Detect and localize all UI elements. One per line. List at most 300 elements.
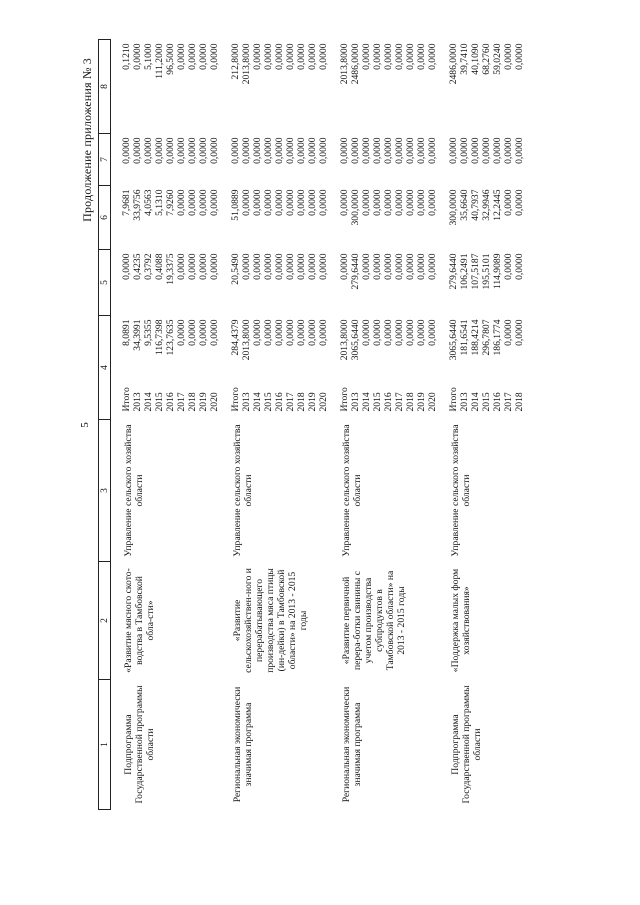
section-gap [111, 40, 122, 810]
value-cell: 0,0000 [263, 137, 274, 164]
value-cell: 0,0000 [514, 189, 525, 216]
value-cell: 0,0000 [274, 189, 285, 216]
year-label: 2018 [296, 392, 307, 412]
value-cell: 0,0000 [274, 137, 285, 164]
value-cell: 0,0000 [427, 253, 438, 280]
total-value: 188,4214 [470, 319, 481, 356]
value-cell: 0,0000 [470, 137, 481, 164]
year-cell [448, 316, 459, 420]
total-value: 0,0000 [263, 319, 274, 346]
year-cell [514, 316, 525, 420]
total-value: 0,0000 [176, 319, 187, 346]
value-cell: 0,0000 [350, 137, 361, 164]
year-label: Итого [339, 387, 350, 412]
year-label: 2018 [405, 392, 416, 412]
gap-cell [329, 562, 339, 680]
value-cell: 0,0000 [285, 43, 296, 70]
value-cell: 0,0000 [514, 43, 525, 70]
year-cell [459, 316, 470, 420]
gap-cell [220, 250, 230, 316]
program-executor: Управление сельского хозяйства области [123, 424, 145, 557]
year-label: 2014 [252, 392, 263, 412]
value-cell: 0,0000 [165, 137, 176, 164]
year-cell [209, 316, 220, 420]
total-value: 0,0000 [209, 319, 220, 346]
section-gap [329, 40, 339, 810]
program-type: Подпрограмма Государственной программы области [450, 685, 483, 804]
value-cell: 0,0000 [132, 43, 143, 70]
table-row [121, 40, 132, 810]
value-cell: 0,0000 [339, 137, 350, 164]
total-value: 284,4379 [230, 319, 241, 356]
gap-cell [220, 186, 230, 250]
value-cell: 0,0000 [263, 253, 274, 280]
value-cell: 0,0000 [307, 137, 318, 164]
year-label: 2019 [198, 392, 209, 412]
total-value: 0,0000 [383, 319, 394, 346]
value-cell: 106,2491 [459, 253, 470, 290]
value-cell: 114,9089 [492, 253, 503, 290]
gap-cell [111, 250, 122, 316]
gap-cell [438, 186, 448, 250]
year-label: 2017 [176, 392, 187, 412]
value-cell: 0,0000 [252, 43, 263, 70]
value-cell: 0,0000 [416, 189, 427, 216]
program-type: Региональная экономически значимая программа [341, 686, 363, 803]
value-cell: 0,0000 [405, 189, 416, 216]
year-cell [121, 316, 132, 420]
value-cell: 111,2000 [154, 43, 165, 79]
year-label: 2016 [274, 392, 285, 412]
value-cell: 0,0000 [427, 137, 438, 164]
value-cell: 0,0000 [296, 189, 307, 216]
value-cell: 0,0000 [427, 189, 438, 216]
value-cell: 0,0000 [383, 189, 394, 216]
value-cell: 279,6440 [350, 253, 361, 290]
value-cell: 0,0000 [132, 137, 143, 164]
gap-cell [220, 562, 230, 680]
total-value: 9,5355 [143, 319, 154, 346]
value-cell: 33,9756 [132, 189, 143, 221]
year-label: 2016 [492, 392, 503, 412]
value-cell: 0,0000 [361, 253, 372, 280]
value-cell: 7,9681 [121, 189, 132, 216]
value-cell: 0,0000 [372, 137, 383, 164]
gap-cell [111, 562, 122, 680]
value-cell: 0,0000 [339, 189, 350, 216]
gap-cell [438, 40, 448, 134]
year-label: 2013 [459, 392, 470, 412]
year-label: 2017 [503, 392, 514, 412]
table-row [339, 40, 350, 810]
table-body [111, 40, 526, 810]
value-cell: 2013,8000 [339, 43, 350, 85]
rotated-document-page [79, 40, 548, 810]
value-cell: 0,0000 [176, 43, 187, 70]
total-value: 0,0000 [252, 319, 263, 346]
column-header: 2 [99, 562, 111, 680]
year-cell [176, 316, 187, 420]
total-value: 2013,8000 [339, 319, 350, 361]
column-header: 1 [99, 680, 111, 810]
value-cell: 0,0000 [241, 137, 252, 164]
value-cell: 96,5000 [165, 43, 176, 75]
year-cell [427, 316, 438, 420]
year-label: 2020 [209, 392, 220, 412]
value-cell: 19,3375 [165, 253, 176, 285]
total-value: 0,0000 [427, 319, 438, 346]
value-cell: 0,0000 [383, 253, 394, 280]
value-cell: 0,0000 [492, 137, 503, 164]
year-label: 2016 [165, 392, 176, 412]
value-cell: 68,2760 [481, 43, 492, 75]
column-header: 6 [99, 186, 111, 250]
value-cell: 0,0000 [176, 189, 187, 216]
value-cell: 0,0000 [503, 189, 514, 216]
gap-cell [220, 134, 230, 186]
year-label: 2014 [470, 392, 481, 412]
value-cell: 0,0000 [285, 189, 296, 216]
total-value: 186,1774 [492, 319, 503, 356]
value-cell: 0,0000 [285, 253, 296, 280]
value-cell: 300,0000 [448, 189, 459, 226]
value-cell: 59,0240 [492, 43, 503, 75]
gap-cell [329, 186, 339, 250]
year-cell [296, 316, 307, 420]
gap-cell [220, 316, 230, 420]
value-cell: 2486,0000 [448, 43, 459, 85]
year-cell [503, 316, 514, 420]
gap-cell [438, 316, 448, 420]
value-cell: 0,0000 [394, 43, 405, 70]
value-cell: 0,0000 [361, 189, 372, 216]
value-cell: 0,0000 [143, 137, 154, 164]
total-value: 3065,6440 [448, 319, 459, 361]
value-cell: 7,9260 [165, 189, 176, 216]
gap-cell [438, 420, 448, 562]
year-cell [350, 316, 361, 420]
year-label: 2020 [318, 392, 329, 412]
total-value: 0,0000 [318, 319, 329, 346]
gap-cell [329, 316, 339, 420]
year-cell [470, 316, 481, 420]
total-value: 0,0000 [198, 319, 209, 346]
value-cell: 2486,0000 [350, 43, 361, 85]
total-value: 296,7807 [481, 319, 492, 356]
total-value: 181,6541 [459, 319, 470, 356]
value-cell: 0,0000 [361, 137, 372, 164]
total-value: 0,0000 [361, 319, 372, 346]
value-cell: 0,0000 [307, 189, 318, 216]
year-cell [405, 316, 416, 420]
value-cell: 0,0000 [121, 253, 132, 280]
year-label: 2015 [154, 392, 165, 412]
value-cell: 0,0000 [296, 137, 307, 164]
value-cell: 0,0000 [481, 137, 492, 164]
page-number: 5 [79, 422, 91, 428]
value-cell: 0,0000 [252, 189, 263, 216]
value-cell: 0,0000 [252, 137, 263, 164]
gap-cell [111, 40, 122, 134]
value-cell: 0,0000 [241, 189, 252, 216]
total-value: 123,7635 [165, 319, 176, 356]
value-cell: 39,7410 [459, 43, 470, 75]
value-cell: 0,4088 [154, 253, 165, 280]
column-header: 8 [99, 40, 111, 134]
program-name: «Поддержка малых форм хозяйствования» [450, 568, 472, 673]
year-label: 2019 [416, 392, 427, 412]
value-cell: 0,0000 [416, 137, 427, 164]
value-cell: 0,0000 [372, 43, 383, 70]
year-cell [165, 316, 176, 420]
year-cell [187, 316, 198, 420]
year-label: 2015 [263, 392, 274, 412]
value-cell: 32,9946 [481, 189, 492, 221]
column-header: 4 [99, 316, 111, 420]
value-cell: 0,0000 [427, 43, 438, 70]
gap-cell [220, 680, 230, 810]
value-cell: 0,0000 [121, 137, 132, 164]
year-cell [154, 316, 165, 420]
total-value: 116,7398 [154, 319, 165, 356]
value-cell: 0,0000 [198, 43, 209, 70]
gap-cell [220, 420, 230, 562]
year-cell [383, 316, 394, 420]
value-cell: 0,0000 [503, 43, 514, 70]
year-cell [285, 316, 296, 420]
total-value: 0,0000 [307, 319, 318, 346]
value-cell: 12,2445 [492, 189, 503, 221]
continuation-title: Продолжение приложения № 3 [80, 58, 94, 222]
year-cell [372, 316, 383, 420]
total-value: 0,0000 [416, 319, 427, 346]
total-value: 0,0000 [187, 319, 198, 346]
total-value: 0,0000 [503, 319, 514, 346]
year-label: 2013 [132, 392, 143, 412]
column-header: 7 [99, 134, 111, 186]
total-value: 2013,8000 [241, 319, 252, 361]
year-label: 2014 [143, 392, 154, 412]
column-number-header-row [99, 40, 111, 810]
value-cell: 0,0000 [241, 253, 252, 280]
value-cell: 4,0563 [143, 189, 154, 216]
value-cell: 0,0000 [307, 253, 318, 280]
value-cell: 0,0000 [209, 253, 220, 280]
total-value: 34,3991 [132, 319, 143, 351]
value-cell: 2013,8000 [241, 43, 252, 85]
gap-cell [329, 134, 339, 186]
program-name: «Развитие сельскохозяйствен-ного и перерабатывающего производства мяса птицы (ин-дейки) в Тамбовской области» на 2013 - 2015 годы [232, 568, 309, 673]
value-cell: 0,0000 [296, 43, 307, 70]
program-name: «Развитие мясного ското-водства в Тамбовской обла-сти» [123, 568, 156, 673]
value-cell: 40,7937 [470, 189, 481, 221]
value-cell: 0,0000 [187, 189, 198, 216]
value-cell: 0,0000 [394, 189, 405, 216]
year-label: 2017 [285, 392, 296, 412]
year-cell [198, 316, 209, 420]
value-cell: 0,0000 [209, 189, 220, 216]
value-cell: 0,0000 [448, 137, 459, 164]
table-row [448, 40, 459, 810]
program-name: «Развитие первичной перера-ботки свинины с учетом производства субпродуктов в Тамбовской области» на 2013 - 2015 годы [341, 570, 407, 671]
value-cell: 0,0000 [383, 137, 394, 164]
value-cell: 300,0000 [350, 189, 361, 226]
value-cell: 0,0000 [318, 43, 329, 70]
value-cell: 0,0000 [416, 253, 427, 280]
value-cell: 0,0000 [198, 137, 209, 164]
year-label: Итого [448, 387, 459, 412]
section-gap [220, 40, 230, 810]
gap-cell [111, 316, 122, 420]
year-label: 2019 [307, 392, 318, 412]
value-cell: 107,5187 [470, 253, 481, 290]
program-executor: Управление сельского хозяйства области [450, 424, 472, 557]
column-header: 5 [99, 250, 111, 316]
program-type: Подпрограмма Государственной программы области [123, 685, 156, 804]
year-cell [263, 316, 274, 420]
program-executor: Управление сельского хозяйства области [232, 424, 254, 557]
year-cell [361, 316, 372, 420]
value-cell: 0,0000 [230, 137, 241, 164]
value-cell: 0,0000 [198, 189, 209, 216]
gap-cell [111, 186, 122, 250]
value-cell: 0,0000 [176, 137, 187, 164]
value-cell: 0,0000 [176, 253, 187, 280]
year-cell [416, 316, 427, 420]
value-cell: 20,5490 [230, 253, 241, 285]
value-cell: 279,6440 [448, 253, 459, 290]
total-value: 0,0000 [405, 319, 416, 346]
gap-cell [329, 680, 339, 810]
year-cell [274, 316, 285, 420]
gap-cell [329, 420, 339, 562]
value-cell: 0,4235 [132, 253, 143, 280]
value-cell: 0,0000 [394, 253, 405, 280]
value-cell: 5,1310 [154, 189, 165, 216]
value-cell: 0,0000 [503, 253, 514, 280]
value-cell: 0,0000 [187, 43, 198, 70]
total-value: 3065,6440 [350, 319, 361, 361]
total-value: 0,0000 [372, 319, 383, 346]
value-cell: 0,0000 [459, 137, 470, 164]
value-cell: 0,0000 [405, 137, 416, 164]
value-cell: 0,0000 [514, 137, 525, 164]
value-cell: 0,0000 [361, 43, 372, 70]
year-cell [132, 316, 143, 420]
value-cell: 0,0000 [274, 43, 285, 70]
value-cell: 0,0000 [187, 253, 198, 280]
total-value: 0,0000 [394, 319, 405, 346]
value-cell: 51,0889 [230, 189, 241, 221]
total-value: 0,0000 [274, 319, 285, 346]
gap-cell [220, 40, 230, 134]
gap-cell [111, 680, 122, 810]
gap-cell [111, 134, 122, 186]
year-label: 2013 [241, 392, 252, 412]
year-cell [318, 316, 329, 420]
value-cell: 35,6640 [459, 189, 470, 221]
value-cell: 0,0000 [263, 43, 274, 70]
year-cell [307, 316, 318, 420]
value-cell: 212,8000 [230, 43, 241, 80]
column-header: 3 [99, 420, 111, 562]
value-cell: 0,0000 [307, 43, 318, 70]
value-cell: 0,1210 [121, 43, 132, 70]
budget-table [98, 39, 525, 810]
value-cell: 0,0000 [318, 137, 329, 164]
value-cell: 0,0000 [318, 189, 329, 216]
value-cell: 0,0000 [274, 253, 285, 280]
total-value: 8,0891 [121, 319, 132, 346]
year-cell [252, 316, 263, 420]
value-cell: 0,0000 [252, 253, 263, 280]
year-cell [143, 316, 154, 420]
value-cell: 0,0000 [503, 137, 514, 164]
year-cell [230, 316, 241, 420]
value-cell: 0,0000 [263, 189, 274, 216]
program-executor: Управление сельского хозяйства области [341, 424, 363, 557]
year-cell [481, 316, 492, 420]
year-label: 2014 [361, 392, 372, 412]
year-label: Итого [121, 387, 132, 412]
year-cell [492, 316, 503, 420]
value-cell: 0,0000 [514, 253, 525, 280]
value-cell: 0,0000 [285, 137, 296, 164]
total-value: 0,0000 [285, 319, 296, 346]
value-cell: 0,0000 [209, 43, 220, 70]
value-cell: 0,0000 [383, 43, 394, 70]
year-label: 2015 [481, 392, 492, 412]
gap-cell [111, 420, 122, 562]
year-cell [394, 316, 405, 420]
year-label: 2016 [383, 392, 394, 412]
year-label: 2017 [394, 392, 405, 412]
value-cell: 0,0000 [296, 253, 307, 280]
year-label: 2018 [514, 392, 525, 412]
program-type: Региональная экономически значимая программа [232, 686, 254, 803]
gap-cell [438, 134, 448, 186]
value-cell: 0,0000 [405, 253, 416, 280]
gap-cell [329, 40, 339, 134]
value-cell: 0,0000 [339, 253, 350, 280]
year-label: 2018 [187, 392, 198, 412]
value-cell: 0,0000 [394, 137, 405, 164]
section-gap [438, 40, 448, 810]
gap-cell [438, 680, 448, 810]
year-label: 2013 [350, 392, 361, 412]
year-label: Итого [230, 387, 241, 412]
year-label: 2015 [372, 392, 383, 412]
table-row [230, 40, 241, 810]
value-cell: 0,0000 [187, 137, 198, 164]
value-cell: 5,1000 [143, 43, 154, 70]
value-cell: 0,0000 [405, 43, 416, 70]
value-cell: 0,0000 [154, 137, 165, 164]
gap-cell [329, 250, 339, 316]
year-label: 2020 [427, 392, 438, 412]
value-cell: 0,3792 [143, 253, 154, 280]
value-cell: 40,1090 [470, 43, 481, 75]
year-cell [241, 316, 252, 420]
gap-cell [438, 562, 448, 680]
value-cell: 0,0000 [318, 253, 329, 280]
total-value: 0,0000 [514, 319, 525, 346]
total-value: 0,0000 [296, 319, 307, 346]
value-cell: 195,5101 [481, 253, 492, 290]
value-cell: 0,0000 [416, 43, 427, 70]
year-cell [339, 316, 350, 420]
value-cell: 0,0000 [372, 189, 383, 216]
